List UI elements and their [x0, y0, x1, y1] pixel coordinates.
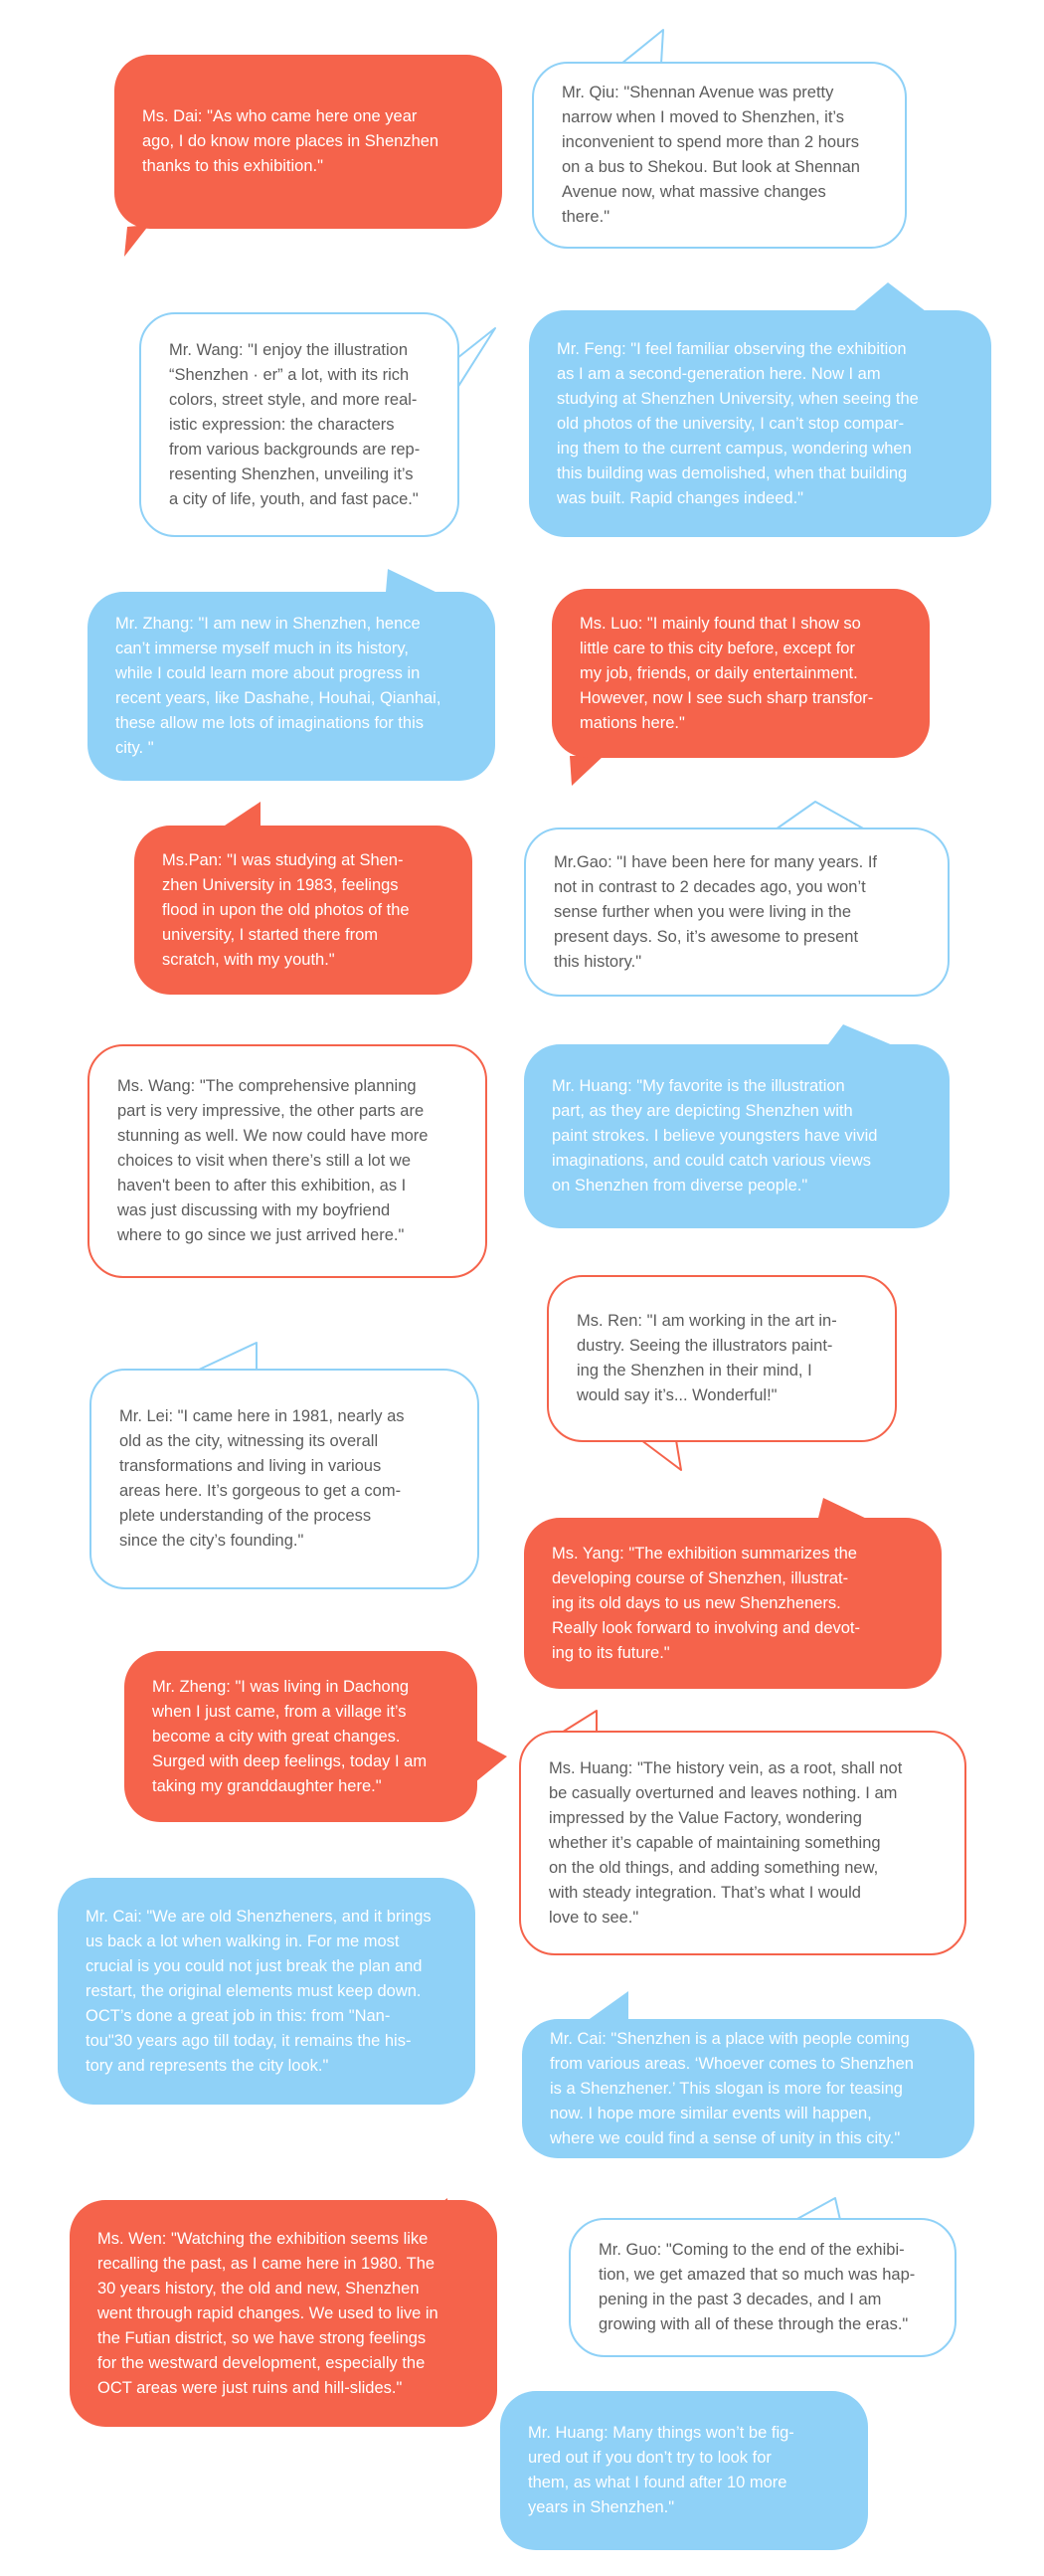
comment-text: Mr. Huang: Many things won’t be fig- ured out if you don’t try to look for them, as what I found after 10 more years in Shenzhen.": [528, 2424, 794, 2516]
comment-text: Ms. Luo: "I mainly found that I show so little care to this city before, except for my job, friends, or daily entertainment. However, now I see such sharp transfor- mations here.": [580, 614, 874, 732]
comment-text: Mr. Zheng: "I was living in Dachong when I just came, from a village it’s become a city with great changes. Surged with deep feelings, today I am taking my granddaughter here.": [152, 1677, 428, 1795]
comment-text: Mr. Wang: "I enjoy the illustration “Shenzhen · er” a lot, with its rich colors, street style, and more real- istic expression: the characters from various backgrounds are rep- resenting Shenzhen, unveiling it’s a city of life, youth, and fast pace.": [169, 340, 421, 508]
comment-bubble-cai-2: [522, 2019, 974, 2158]
comment-bubble-wang: [139, 312, 459, 537]
comment-bubble-zhang: [87, 592, 495, 781]
comment-text: Ms. Huang: "The history vein, as a root, shall not be casually overturned and leaves nothing. I am impressed by the Value Factory, wondering whether it’s capable of maintaining something on the old things, and adding something new, with steady integration. That’s what I would love to see.": [549, 1758, 903, 1927]
comment-text: Mr. Zhang: "I am new in Shenzhen, hence can’t immerse myself much in its history, while I could learn more about progress in recent years, like Dashahe, Houhai, Qianhai, these allow me lots of imaginations for this city. ": [115, 615, 441, 757]
comment-text: Mr. Cai: "Shenzhen is a place with people coming from various areas. ‘Whoever comes to Shenzhen is a Shenzhener.’ This slogan is more for teasing now. I hope more similar events will happen, where we could find a sense of unity in this city.": [550, 2029, 914, 2147]
comment-bubble-dai: [114, 55, 502, 229]
comment-bubble-zheng: [124, 1651, 477, 1822]
comment-text: Mr. Lei: "I came here in 1981, nearly as old as the city, witnessing its overall transformations and living in various areas here. It’s gorgeous to get a com- plete understanding of the process since the city’s founding.": [119, 1407, 405, 1550]
comment-bubble-luo: [552, 589, 930, 758]
comment-bubble-feng: [529, 310, 991, 537]
comment-bubble-qiu: [532, 62, 907, 249]
comment-bubble-guo: [569, 2218, 957, 2357]
comment-bubble-yang: [524, 1518, 942, 1689]
comment-text: Ms. Ren: "I am working in the art in- dustry. Seeing the illustrators paint- ing the Shenzhen in their mind, I would say it’s... Wonderful!": [577, 1312, 837, 1404]
comment-text: Mr.Gao: "I have been here for many years. If not in contrast to 2 decades ago, you won’t sense further when you were living in the present days. So, it’s awesome to present this history.": [554, 852, 878, 971]
comment-text: Mr. Guo: "Coming to the end of the exhibi- tion, we get amazed that so much was hap- pening in the past 3 decades, and I am growing with all of these through the eras.": [599, 2241, 916, 2333]
comment-text: Mr. Cai: "We are old Shenzheners, and it brings us back a lot when walking in. For me most crucial is you could not just break the plan and restart, the original elements must keep down. OCT’s done a great job in this: from "Nan- tou"30 years ago till today, it remains the his- tory and represents the city look.": [86, 1907, 432, 2075]
comment-bubble-huang-3: [500, 2391, 868, 2550]
comment-text: Mr. Qiu: "Shennan Avenue was pretty narrow when I moved to Shenzhen, it’s inconvenient to spend more than 2 hours on a bus to Shekou. But look at Shennan Avenue now, what massive changes there.": [562, 84, 860, 226]
comment-bubble-pan: [134, 826, 472, 995]
comment-bubble-ren: [547, 1275, 897, 1442]
comment-bubble-cai-1: [58, 1878, 475, 2105]
comment-text: Mr. Huang: "My favorite is the illustration part, as they are depicting Shenzhen with paint strokes. I believe youngsters have vivid imaginations, and could catch various views on Shenzhen from diverse people.": [552, 1077, 878, 1195]
comment-bubble-lei: [89, 1369, 479, 1589]
comment-text: Ms. Wang: "The comprehensive planning part is very impressive, the other parts are stunning as well. We now could have more choices to visit when there’s still a lot we haven't been to after this exhibition, as I was just discussing with my boyfriend where to go since we just arrived here.": [117, 1077, 429, 1244]
comment-text: Ms.Pan: "I was studying at Shen- zhen University in 1983, feelings flood in upon the old photos of the university, I started there from scratch, with my youth.": [162, 850, 410, 969]
comment-text: Ms. Dai: "As who came here one year ago, I do know more places in Shenzhen thanks to this exhibition.": [142, 107, 439, 175]
comment-bubble-wang-ms: [87, 1044, 487, 1278]
comment-bubble-wen: [70, 2200, 497, 2427]
comment-bubble-huang-1: [524, 1044, 950, 1228]
comment-text: Mr. Feng: "I feel familiar observing the exhibition as I am a second-generation here. Now I am studying at Shenzhen University, when seeing the old photos of the university, I can’t stop compar- ing them to the current campus, wondering when this building was demolished, when that building was built. Rapid changes indeed.": [557, 339, 919, 507]
comment-bubble-huang-2: [519, 1731, 966, 1955]
comment-text: Ms. Yang: "The exhibition summarizes the developing course of Shenzhen, illustrat- ing its old days to us new Shenzheners. Really look forward to involving and devot- ing to its future.": [552, 1544, 860, 1662]
comment-text: Ms. Wen: "Watching the exhibition seems like recalling the past, as I came here in 1980. The 30 years history, the old and new, Shenzhen went through rapid changes. We used to live in the Futian district, so we have strong feelings for the westward development, especially the OCT areas were just ruins and hill-slides.": [97, 2229, 438, 2397]
comment-bubble-gao: [524, 828, 950, 997]
